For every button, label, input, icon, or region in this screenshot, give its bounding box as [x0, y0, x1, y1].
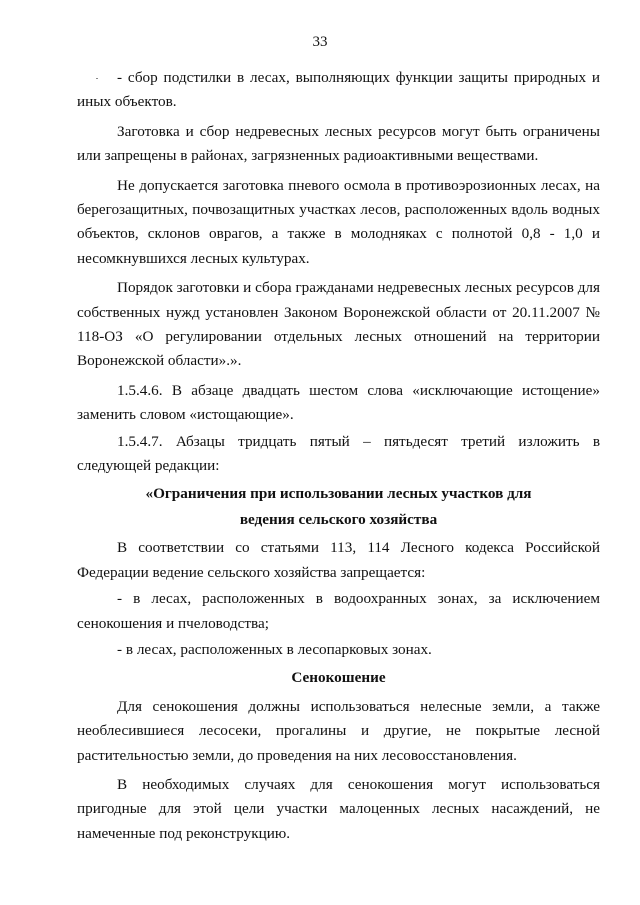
list-item-forest-park: - в лесах, расположенных в лесопарковых зонах.	[117, 640, 432, 658]
paragraph-resin-prohibition: Не допускается заготовка пневого осмола в противоэрозионных лесах, на берегозащитных, почвозащитных участках лесов, расположенных вдоль водных объектов, склонов оврагов, а также в молодняках с полнотой 0,8 - 1,0 и несомкнувшихся лесных культурах.	[77, 176, 600, 267]
paragraph-haymaking-lands: Для сенокошения должны использоваться нелесные земли, а также необлесившиеся лесосеки, прогалины и другие, не покрытые лесной растительностью земли, до проведения на них лесовосстановления.	[77, 697, 600, 764]
section-heading-haymaking: Сенокошение	[291, 669, 386, 687]
page-number: 33	[312, 34, 328, 50]
document-body	[77, 66, 600, 851]
list-item-water-protection: - в лесах, расположенных в водоохранных зонах, за исключением сенокошения и пчеловодства;	[77, 590, 600, 632]
paragraph-amendment-1546: 1.5.4.6. В абзаце двадцать шестом слова «исключающие истощение» заменить словом «истощающие».	[77, 381, 600, 424]
paragraph-amendment-1547: 1.5.4.7. Абзацы тридцать пятый – пятьдесят третий изложить в следующей редакции:	[77, 432, 600, 475]
paragraph-litter-collection: - сбор подстилки в лесах, выполняющих функции защиты природных и иных объектов.	[77, 69, 600, 111]
section-heading-restrictions-line1: «Ограничения при использовании лесных участков для	[145, 484, 532, 502]
paragraph-forest-code: В соответствии со статьями 113, 114 Лесного кодекса Российской Федерации ведение сельского хозяйства запрещается:	[77, 539, 600, 581]
paragraph-procedure-law: Порядок заготовки и сбора гражданами недревесных лесных ресурсов для собственных нужд установлен Законом Воронежской области от 20.11.2007 № 118-ОЗ «О регулировании отдельных лесных отношений на территории Воронежской области».».	[77, 279, 600, 370]
paragraph-haymaking-plantations: В необходимых случаях для сенокошения могут использоваться пригодные для этой цели участки малоценных лесных насаждений, не намеченные под реконструкцию.	[77, 775, 600, 842]
section-heading-restrictions-line2: ведения сельского хозяйства	[239, 510, 438, 528]
paragraph-radioactive-restriction: Заготовка и сбор недревесных лесных ресурсов могут быть ограничены или запрещены в районах, загрязненных радиоактивными веществами.	[77, 122, 600, 165]
